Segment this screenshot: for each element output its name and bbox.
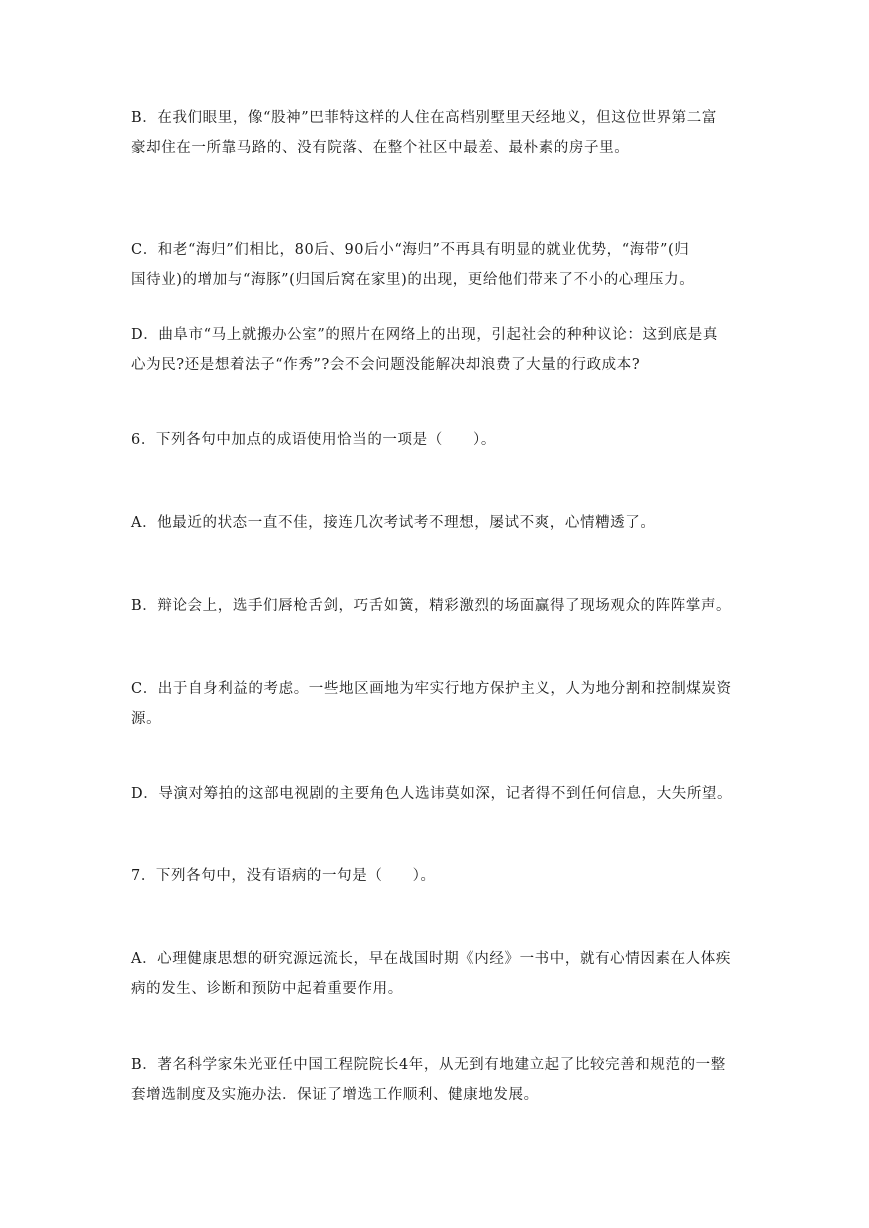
q6-option-d: [131, 779, 771, 809]
q5-option-d: [131, 320, 771, 380]
q7-option-b: [131, 1050, 771, 1110]
question-6: [131, 425, 771, 455]
text-line: D．曲阜市“马上就搬办公室”的照片在网络上的出现，引起社会的种种议论：这到底是真: [131, 327, 718, 343]
text-line: 豪却住在一所靠马路的、没有院落、在整个社区中最差、最朴素的房子里。: [131, 140, 630, 156]
q7-option-a: [131, 944, 771, 1004]
q6-option-a: [131, 508, 771, 538]
text-line: 6．下列各句中加点的成语使用恰当的一项是（ ）。: [131, 432, 496, 448]
text-line: 套增选制度及实施办法．保证了增选工作顺利、健康地发展。: [131, 1087, 539, 1103]
text-line: D．导演对筹拍的这部电视剧的主要角色人选讳莫如深，记者得不到任何信息，大失所望。: [131, 786, 733, 802]
q5-option-c: [131, 235, 771, 295]
text-line: A．心理健康思想的研究源远流长，早在战国时期《内经》一书中，就有心情因素在人体疾: [131, 951, 731, 967]
text-line: 国待业)的增加与“海豚”(归国后窝在家里)的出现，更给他们带来了不小的心理压力。: [131, 272, 695, 288]
q6-option-b: [131, 591, 771, 621]
text-line: 7．下列各句中，没有语病的一句是（ ）。: [131, 868, 436, 884]
text-line: A．他最近的状态一直不佳，接连几次考试考不理想，屡试不爽，心情糟透了。: [131, 515, 656, 531]
text-line: C．和老“海归”们相比，80后、90后小“海归”不再具有明显的就业优势，“海带”(归: [131, 242, 690, 258]
text-line: B．著名科学家朱光亚任中国工程院院长4年，从无到有地建立起了比较完善和规范的一整: [131, 1057, 726, 1073]
text-line: 源。: [131, 711, 162, 727]
q6-option-c: [131, 674, 771, 734]
text-line: C．出于自身利益的考虑。一些地区画地为牢实行地方保护主义，人为地分割和控制煤炭资: [131, 681, 732, 697]
question-7: [131, 861, 771, 891]
text-line: 心为民?还是想着法子“作秀”?会不会问题没能解决却浪费了大量的行政成本?: [131, 357, 641, 373]
text-line: B．在我们眼里，像“股神”巴菲特这样的人住在高档别墅里天经地义，但这位世界第二富: [131, 110, 717, 126]
q5-option-b: [131, 103, 771, 163]
text-line: B．辩论会上，选手们唇枪舌剑，巧舌如簧，精彩激烈的场面赢得了现场观众的阵阵掌声。: [131, 598, 732, 614]
text-line: 病的发生、诊断和预防中起着重要作用。: [131, 981, 403, 997]
